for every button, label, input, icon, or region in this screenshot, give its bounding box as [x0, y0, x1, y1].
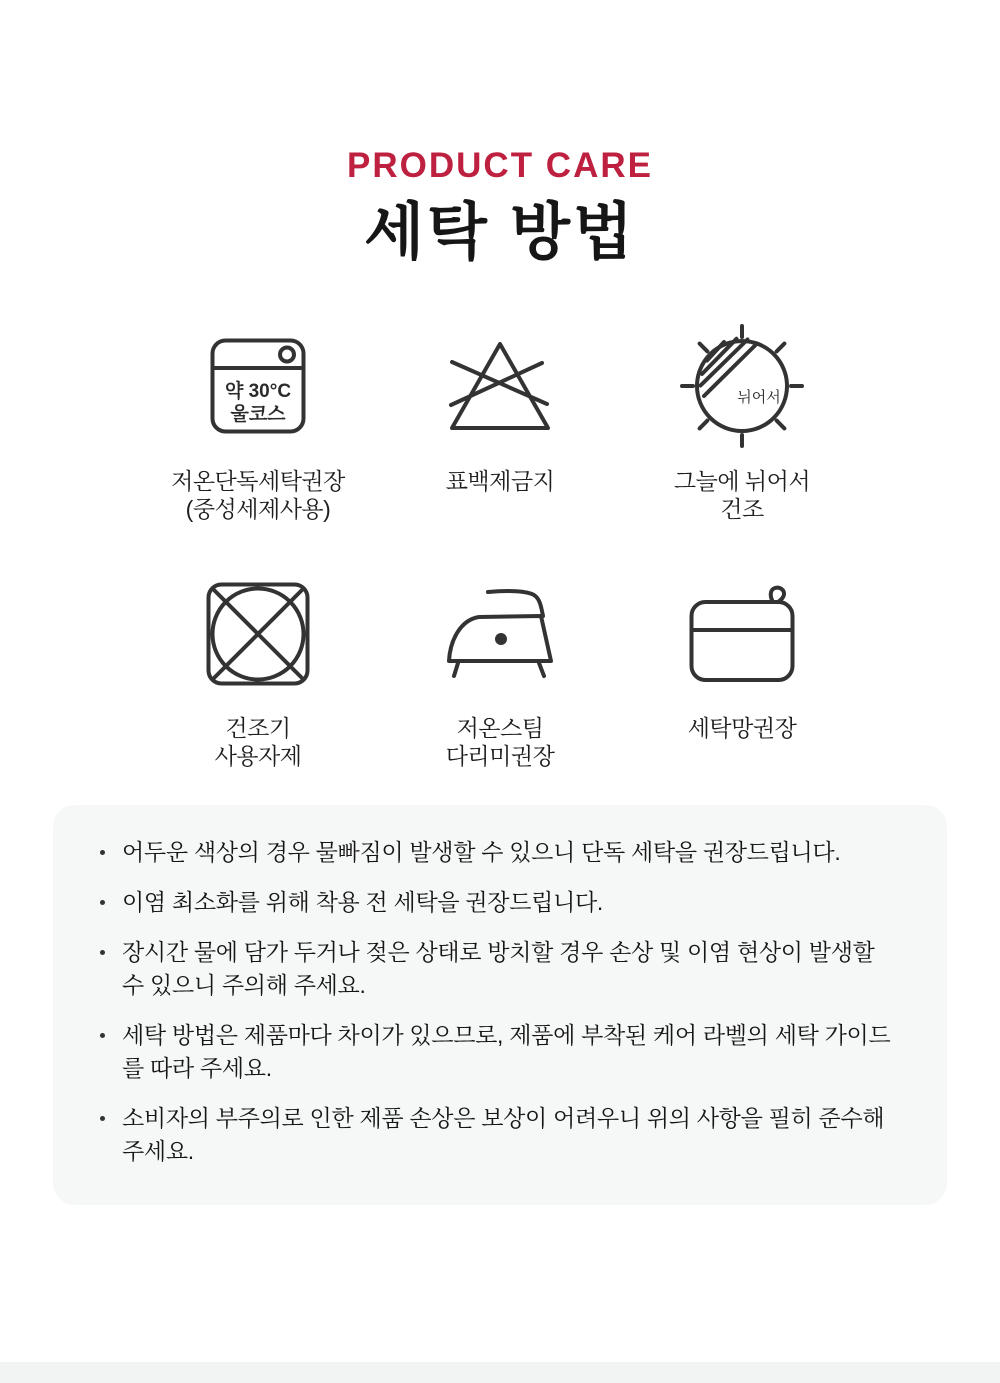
- care-notes-list: [98, 836, 899, 1168]
- note-item: 이염 최소화를 위해 착용 전 세탁을 권장드립니다.: [98, 886, 899, 919]
- no-tumble-dryer-icon: [206, 582, 310, 686]
- washer-course-text: 울코스: [230, 404, 286, 425]
- care-cell-shade-dry: [621, 334, 863, 523]
- note-item: 어두운 색상의 경우 물빠짐이 발생할 수 있으니 단독 세탁을 권장드립니다.: [98, 836, 899, 869]
- shade-dry-inner-text: 뉘어서: [737, 389, 781, 406]
- care-cell-laundry-net: [621, 583, 863, 770]
- page-title: 세탁 방법: [364, 198, 636, 267]
- bullet-icon: [98, 1102, 122, 1135]
- care-cell-wash-low-temp: [137, 334, 379, 523]
- note-item: 소비자의 부주의로 인한 제품 손상은 보상이 어려우니 위의 사항을 필히 준수해 주세요.: [98, 1102, 899, 1168]
- bullet-icon: [98, 886, 122, 919]
- care-label: 세탁망권장: [687, 715, 797, 741]
- shade-dry-icon: [680, 324, 804, 448]
- washing-machine-30c-icon: [210, 338, 306, 434]
- note-item: 장시간 물에 담가 두거나 젖은 상태로 방치할 경우 손상 및 이염 현상이 발생할 수 있으니 주의해 주세요.: [98, 936, 899, 1002]
- care-notes-box: [53, 805, 947, 1205]
- care-symbols-grid-row1: [137, 334, 863, 523]
- care-label: 저온단독세탁권장 (중성세제사용): [171, 468, 345, 522]
- care-label: 그늘에 뉘어서 건조: [673, 468, 811, 522]
- bullet-icon: [98, 836, 122, 869]
- bullet-icon: [98, 1019, 122, 1052]
- care-cell-no-bleach: [379, 334, 621, 523]
- care-cell-steam-iron: [379, 583, 621, 770]
- laundry-net-icon: [689, 586, 795, 683]
- bullet-icon: [98, 936, 122, 969]
- next-section-strip: [0, 1362, 1000, 1383]
- washer-temp-text: 약 30°C: [224, 381, 292, 402]
- care-label: 저온스팀 다리미권장: [445, 715, 555, 769]
- eyebrow-title: PRODUCT CARE: [347, 146, 653, 185]
- care-label: 표백제금지: [445, 468, 555, 494]
- low-steam-iron-icon: [447, 589, 553, 679]
- note-item: 세탁 방법은 제품마다 차이가 있으므로, 제품에 부착된 케어 라벨의 세탁 가이드를 따라 주세요.: [98, 1019, 899, 1085]
- care-cell-no-tumble-dry: [137, 583, 379, 770]
- care-label: 건조기 사용자제: [214, 715, 302, 769]
- no-bleach-icon: [448, 339, 552, 433]
- care-symbols-grid-row2: [137, 583, 863, 770]
